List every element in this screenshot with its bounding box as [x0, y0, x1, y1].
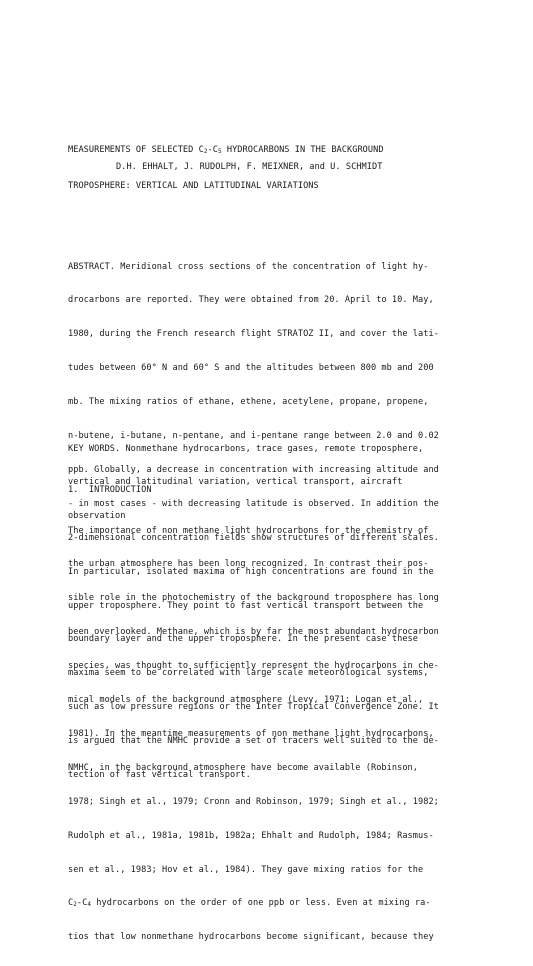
intro-line: tios that low nonmethane hydrocarbons become significant, because they	[68, 932, 434, 943]
abstract-line: tection of fast vertical transport.	[68, 769, 251, 780]
intro-line: mical models of the background atmosphere (Levy, 1971; Logan et al.,	[68, 695, 424, 706]
abstract-line: n-butene, i-butane, n-pentane, and i-pentane range between 2.0 and 0.02	[68, 431, 439, 442]
intro-line: species, was thought to sufficiently represent the hydrocarbons in che-	[68, 661, 439, 672]
intro-line: 1981). In the meantime measurements of non methane light hydrocarbons,	[68, 728, 434, 739]
section-heading: 1. INTRODUCTION	[68, 485, 152, 495]
keywords-line: KEY WORDS. Nonmethane hydrocarbons, trace gases, remote troposphere,	[68, 443, 424, 454]
author-list: D.H. EHHALT, J. RUDOLPH, F. MEIXNER, and U. SCHMIDT	[116, 162, 383, 172]
abstract-line: maxima seem to be correlated with large scale meteorological systems,	[68, 668, 429, 679]
abstract-line: such as low pressure regions or the Inter Tropical Convergence Zone. It	[68, 702, 439, 713]
intro-line: The importance of non methane light hydrocarbons for the chemistry of	[68, 525, 429, 536]
abstract-line: is argued that the NMHC provide a set of tracers well suited to the de-	[68, 736, 439, 747]
abstract-line: boundary layer and the upper troposphere. In the present case these	[68, 634, 418, 645]
introduction-body	[68, 503, 468, 966]
intro-line: Rudolph et al., 1981a, 1981b, 1982a; Ehhalt and Rudolph, 1984; Rasmus-	[68, 830, 434, 841]
abstract-line: drocarbons are reported. They were obtained from 20. April to 10. May,	[68, 295, 434, 306]
abstract-line: ABSTRACT. Meridional cross sections of the concentration of light hy-	[68, 261, 429, 272]
abstract-line: 1980, during the French research flight STRATOZ II, and cover the lati-	[68, 329, 439, 340]
intro-line: sen et al., 1983; Hov et al., 1984). They gave mixing ratios for the	[68, 864, 424, 875]
intro-line: the urban atmosphere has been long recognized. In contrast their pos-	[68, 559, 429, 570]
keywords-line: vertical and latitudinal variation, vertical transport, aircraft	[68, 477, 403, 488]
abstract-line: tudes between 60° N and 60° S and the altitudes between 800 mb and 200	[68, 363, 434, 374]
abstract-line: mb. The mixing ratios of ethane, ethene, acetylene, propane, propene,	[68, 397, 429, 408]
intro-line: been overlooked. Methane, which is by far the most abundant hydrocarbon	[68, 627, 439, 638]
abstract-line: ppb. Globally, a decrease in concentration with increasing altitude and	[68, 464, 439, 475]
keywords-line: observation	[68, 511, 126, 522]
intro-line: 1978; Singh et al., 1979; Cronn and Robinson, 1979; Singh et al., 1982;	[68, 796, 439, 807]
abstract-line: upper troposphere. They point to fast vertical transport between the	[68, 600, 424, 611]
intro-line: sible role in the photochemistry of the background troposphere has long	[68, 593, 439, 604]
intro-line: NMHC, in the background atmosphere have become available (Robinson,	[68, 762, 418, 773]
intro-line: $C_2-C_4$ hydrocarbons on the order of one ppb or less. Even at mixing ra-	[68, 898, 431, 909]
abstract-line: 2-dimensional concentration fields show structures of different scales.	[68, 532, 439, 543]
abstract-line: In particular, isolated maxima of high concentrations are found in the	[68, 566, 434, 577]
title-line-2: TROPOSPHERE: VERTICAL AND LATITUDINAL VARIATIONS	[68, 181, 319, 191]
abstract-line: - in most cases - with decreasing latitude is observed. In addition the	[68, 498, 439, 509]
title-line-1: MEASUREMENTS OF SELECTED $C_2-C_5$ HYDROCARBONS IN THE BACKGROUND	[68, 145, 384, 155]
